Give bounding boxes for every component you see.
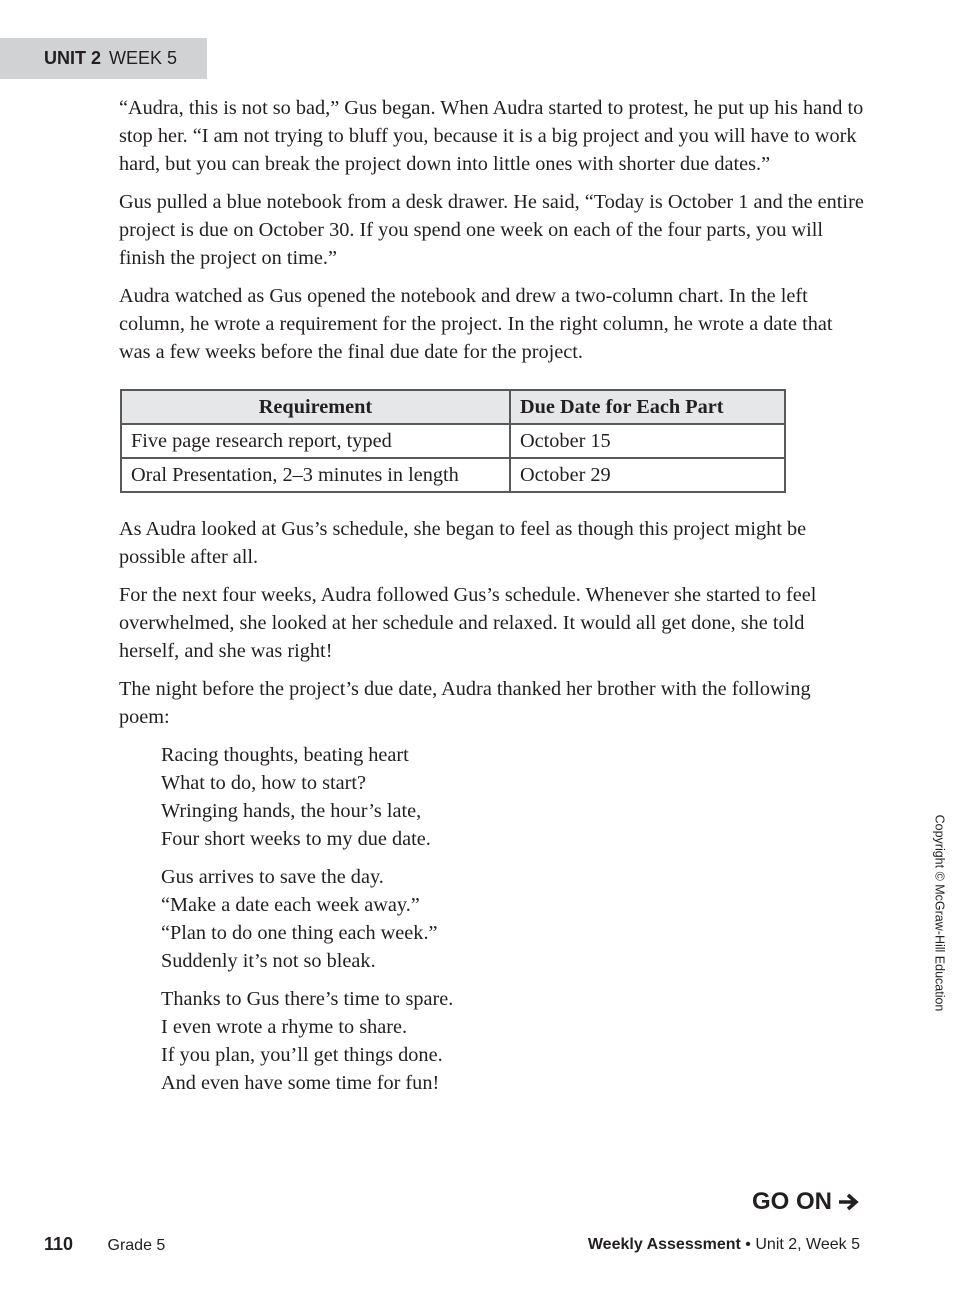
assessment-title: Weekly Assessment — [587, 1236, 741, 1253]
poem-line: “Plan to do one thing each week.” — [161, 922, 438, 944]
unit-week-tab — [0, 38, 207, 79]
go-on-indicator — [752, 1188, 860, 1216]
poem-stanza — [161, 863, 864, 975]
story-body — [119, 94, 864, 1107]
grade-label: Grade 5 — [107, 1237, 166, 1254]
copyright-text: Copyright © McGraw-Hill Education — [932, 814, 946, 1011]
arrow-right-icon — [838, 1193, 860, 1211]
poem-line: Racing thoughts, beating heart — [161, 744, 409, 766]
poem-line: What to do, how to start? — [161, 772, 367, 794]
table-row — [121, 458, 785, 492]
paragraph: Audra watched as Gus opened the notebook and drew a two-column chart. In the left column, he wrote a requirement for the project. In the right column, he wrote a date that was a few weeks before the final due date for the project. — [119, 285, 833, 363]
unit-week-label: Unit 2, Week 5 — [755, 1236, 860, 1253]
unit-label: UNIT 2 — [44, 48, 102, 68]
poem-line: Wringing hands, the hour’s late, — [161, 800, 422, 822]
paragraph: The night before the project’s due date, Audra thanked her brother with the following poem: — [119, 678, 811, 728]
paragraph: Gus pulled a blue notebook from a desk drawer. He said, “Today is October 1 and the entire project is due on October 30. If you spend one week on each of the four parts, you will finish the project on time.” — [119, 191, 864, 269]
poem-line: Four short weeks to my due date. — [161, 828, 431, 850]
poem-stanza — [161, 741, 864, 853]
poem-line: “Make a date each week away.” — [161, 894, 420, 916]
week-label: WEEK 5 — [109, 48, 178, 68]
schedule-table — [120, 389, 786, 493]
paragraph: “Audra, this is not so bad,” Gus began. When Audra started to protest, he put up his hand to stop her. “I am not trying to bluff you, because it is a big project and you will have to work hard, but you can break the project down into little ones with shorter due dates.” — [119, 97, 864, 175]
table-header-row — [121, 390, 785, 424]
go-on-label: GO ON — [751, 1188, 832, 1215]
table-row — [121, 424, 785, 458]
table-cell: October 29 — [510, 458, 785, 492]
poem-stanza — [161, 985, 864, 1097]
footer-left — [44, 1234, 165, 1255]
poem-line: And even have some time for fun! — [161, 1072, 440, 1094]
poem — [161, 741, 864, 1097]
column-header-due-date: Due Date for Each Part — [510, 390, 785, 424]
poem-line: If you plan, you’ll get things done. — [161, 1044, 443, 1066]
copyright-notice — [929, 800, 949, 1025]
footer-separator: • — [745, 1236, 751, 1253]
footer-right — [588, 1236, 860, 1254]
poem-line: I even wrote a rhyme to share. — [161, 1016, 408, 1038]
paragraph: As Audra looked at Gus’s schedule, she began to feel as though this project might be possible after all. — [119, 518, 807, 568]
poem-line: Suddenly it’s not so bleak. — [161, 950, 376, 972]
poem-line: Gus arrives to save the day. — [161, 866, 384, 888]
table-cell: October 15 — [510, 424, 785, 458]
page-number: 110 — [44, 1234, 74, 1254]
table-cell: Oral Presentation, 2–3 minutes in length — [121, 458, 510, 492]
poem-line: Thanks to Gus there’s time to spare. — [161, 988, 454, 1010]
paragraph: For the next four weeks, Audra followed Gus’s schedule. Whenever she started to feel overwhelmed, she looked at her schedule and relaxed. It would all get done, she told herself, and she was right! — [119, 584, 817, 662]
table-cell: Five page research report, typed — [121, 424, 510, 458]
column-header-requirement: Requirement — [121, 390, 510, 424]
